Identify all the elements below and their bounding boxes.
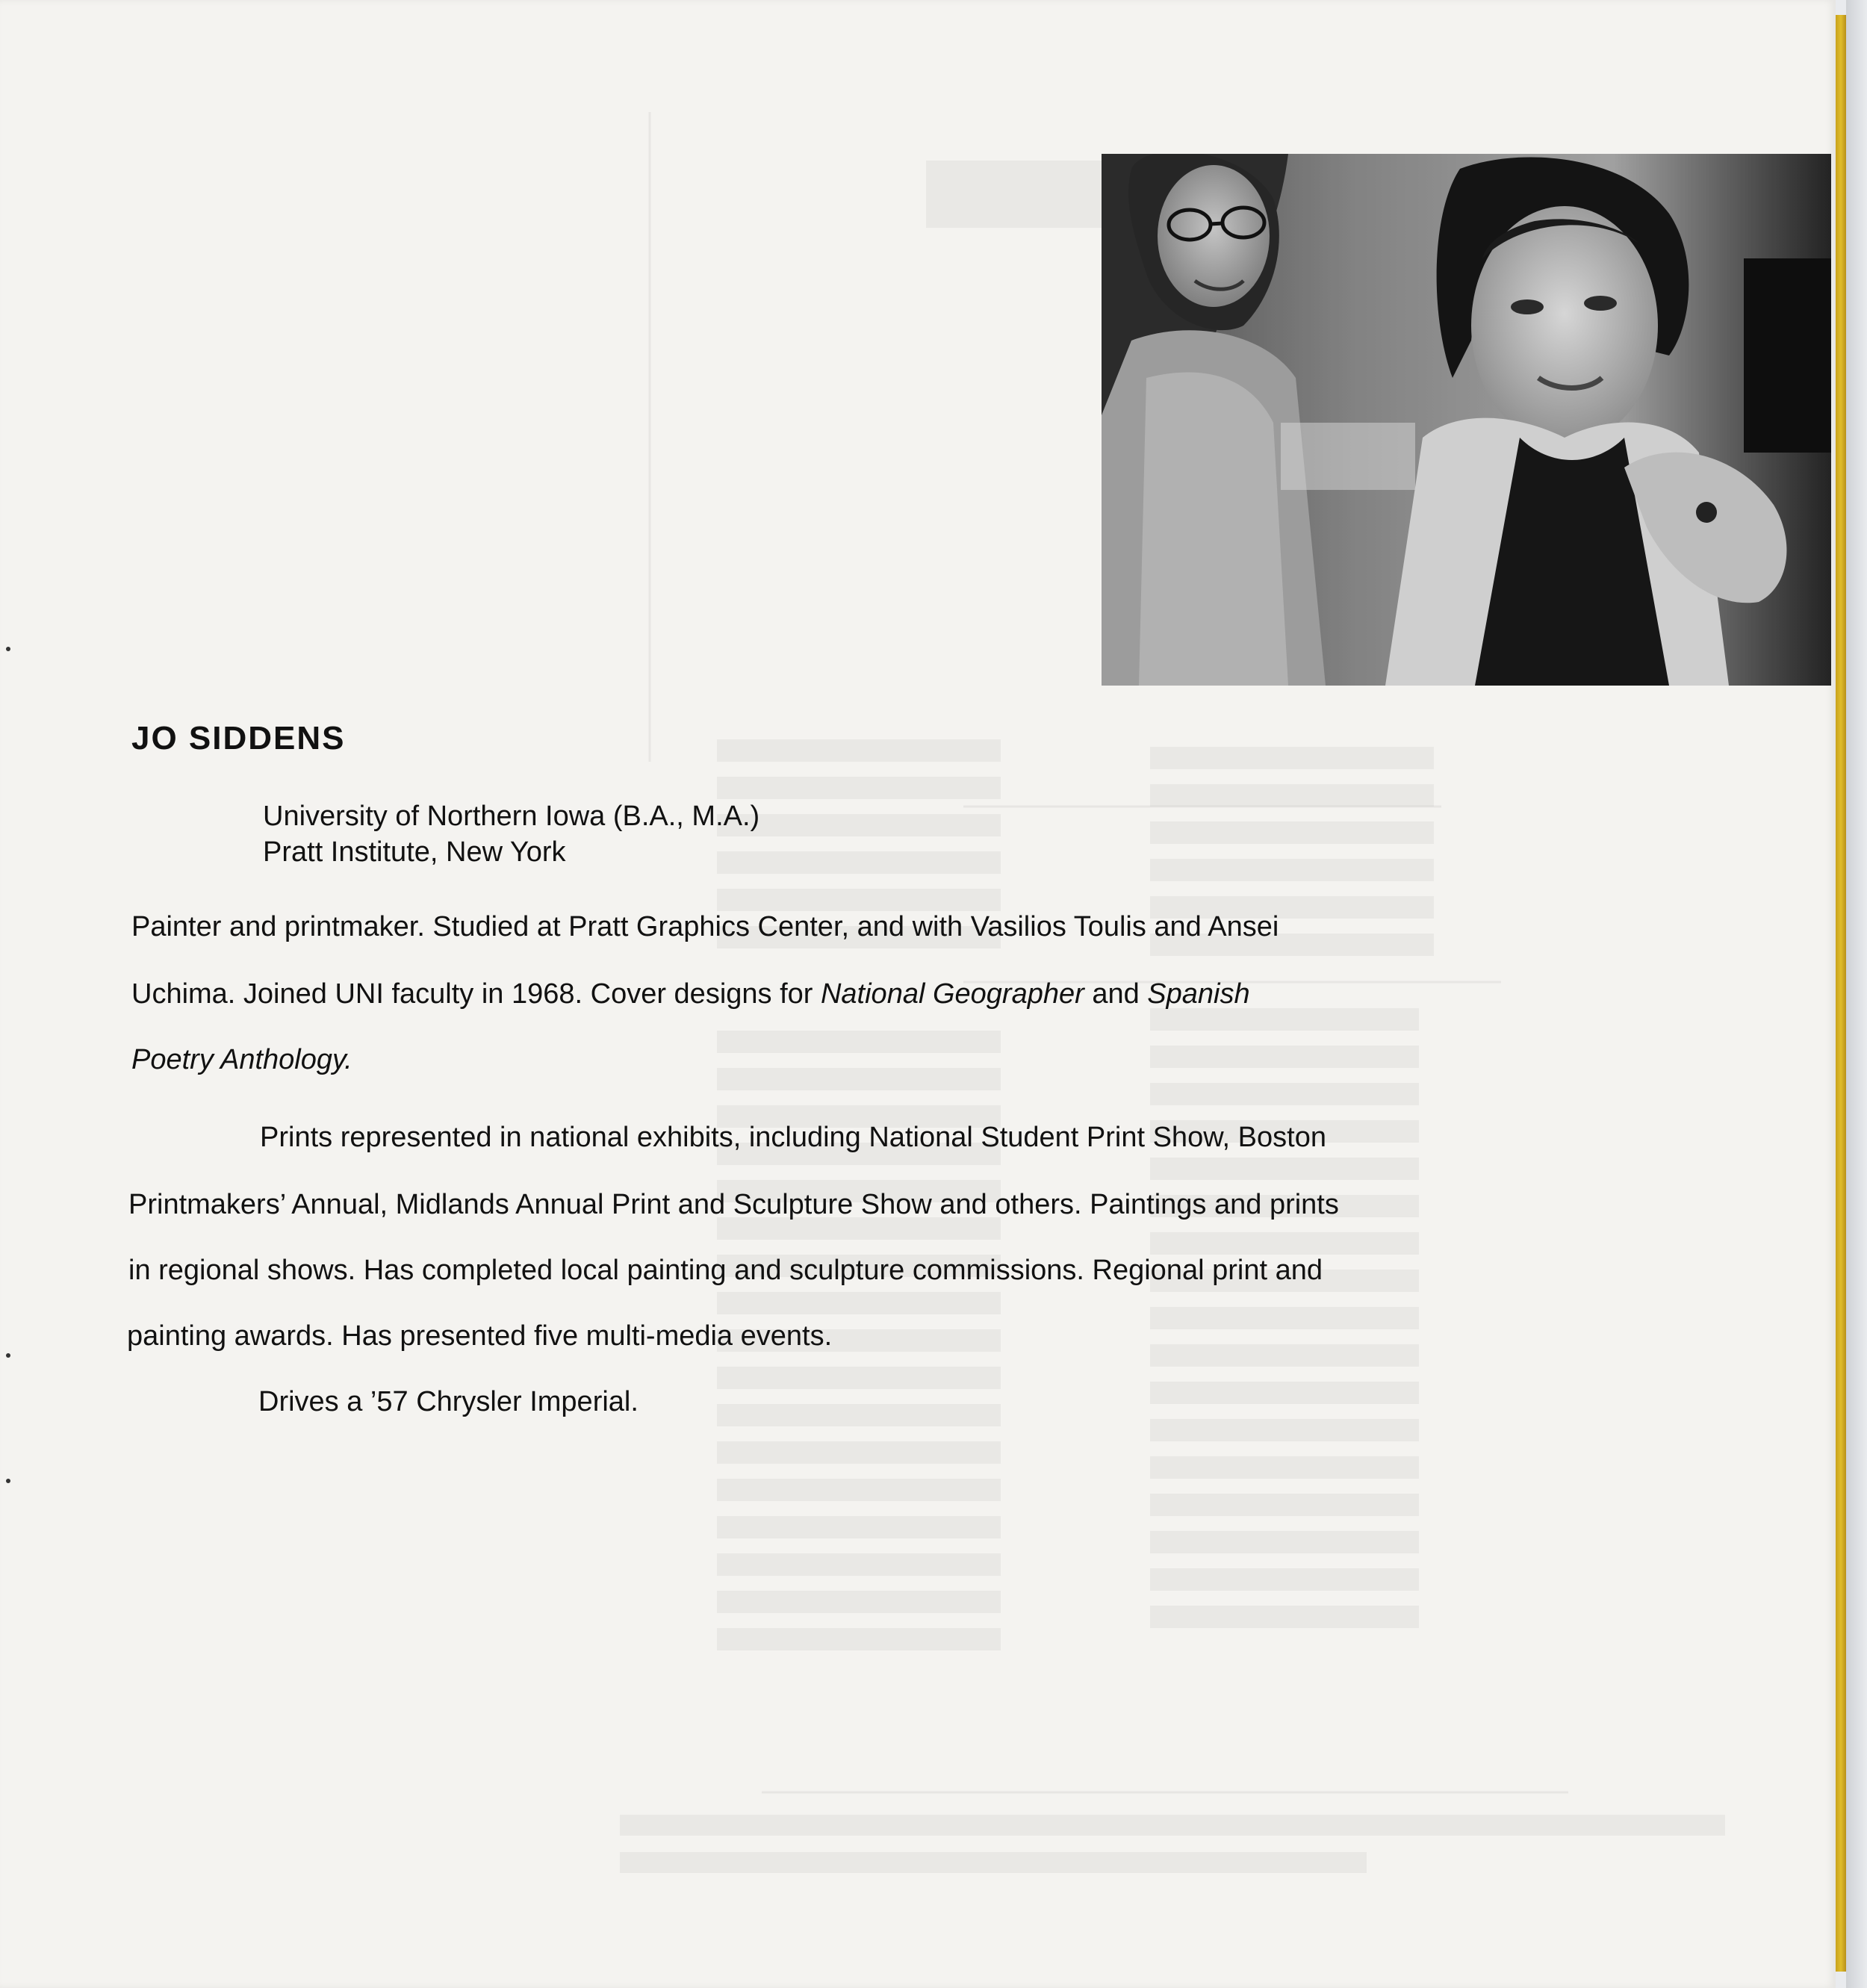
page-edge [1836, 15, 1846, 1972]
bio-paragraph-3: Drives a ’57 Chrysler Imperial. [258, 1386, 639, 1417]
bio-paragraph-2-line-3: in regional shows. Has completed local painting and sculpture commissions. Regional print and [128, 1255, 1323, 1286]
publication-title: National Geographer [820, 978, 1084, 1010]
publication-title: Spanish [1147, 978, 1250, 1010]
bio-paragraph-2-line-4: painting awards. Has presented five multi-media events. [127, 1320, 833, 1352]
binding-mark [6, 647, 10, 651]
binding-mark [6, 1479, 10, 1483]
profile-name: JO SIDDENS [131, 720, 346, 757]
bio-text: Uchima. Joined UNI faculty in 1968. Cover designs for [131, 978, 821, 1010]
binding-mark [6, 1353, 10, 1358]
bio-text: and [1084, 978, 1148, 1010]
portrait-photo-image [1102, 154, 1831, 686]
bio-paragraph-1-line-2 [131, 978, 1250, 1010]
page-shadow [1846, 0, 1867, 1988]
bio-paragraph-1-line-3: Poetry Anthology. [131, 1044, 352, 1075]
bio-paragraph-2-line-2: Printmakers’ Annual, Midlands Annual Print and Sculpture Show and others. Paintings and prints [128, 1189, 1339, 1220]
bio-paragraph-2-line-1: Prints represented in national exhibits, including National Student Print Show, Boston [260, 1122, 1326, 1153]
education-line-2: Pratt Institute, New York [263, 836, 566, 868]
portrait-photo [1102, 154, 1831, 686]
education-line-1: University of Northern Iowa (B.A., M.A.) [263, 801, 760, 832]
bio-paragraph-1-line-1: Painter and printmaker. Studied at Pratt Graphics Center, and with Vasilios Toulis and Ansei [131, 911, 1279, 942]
